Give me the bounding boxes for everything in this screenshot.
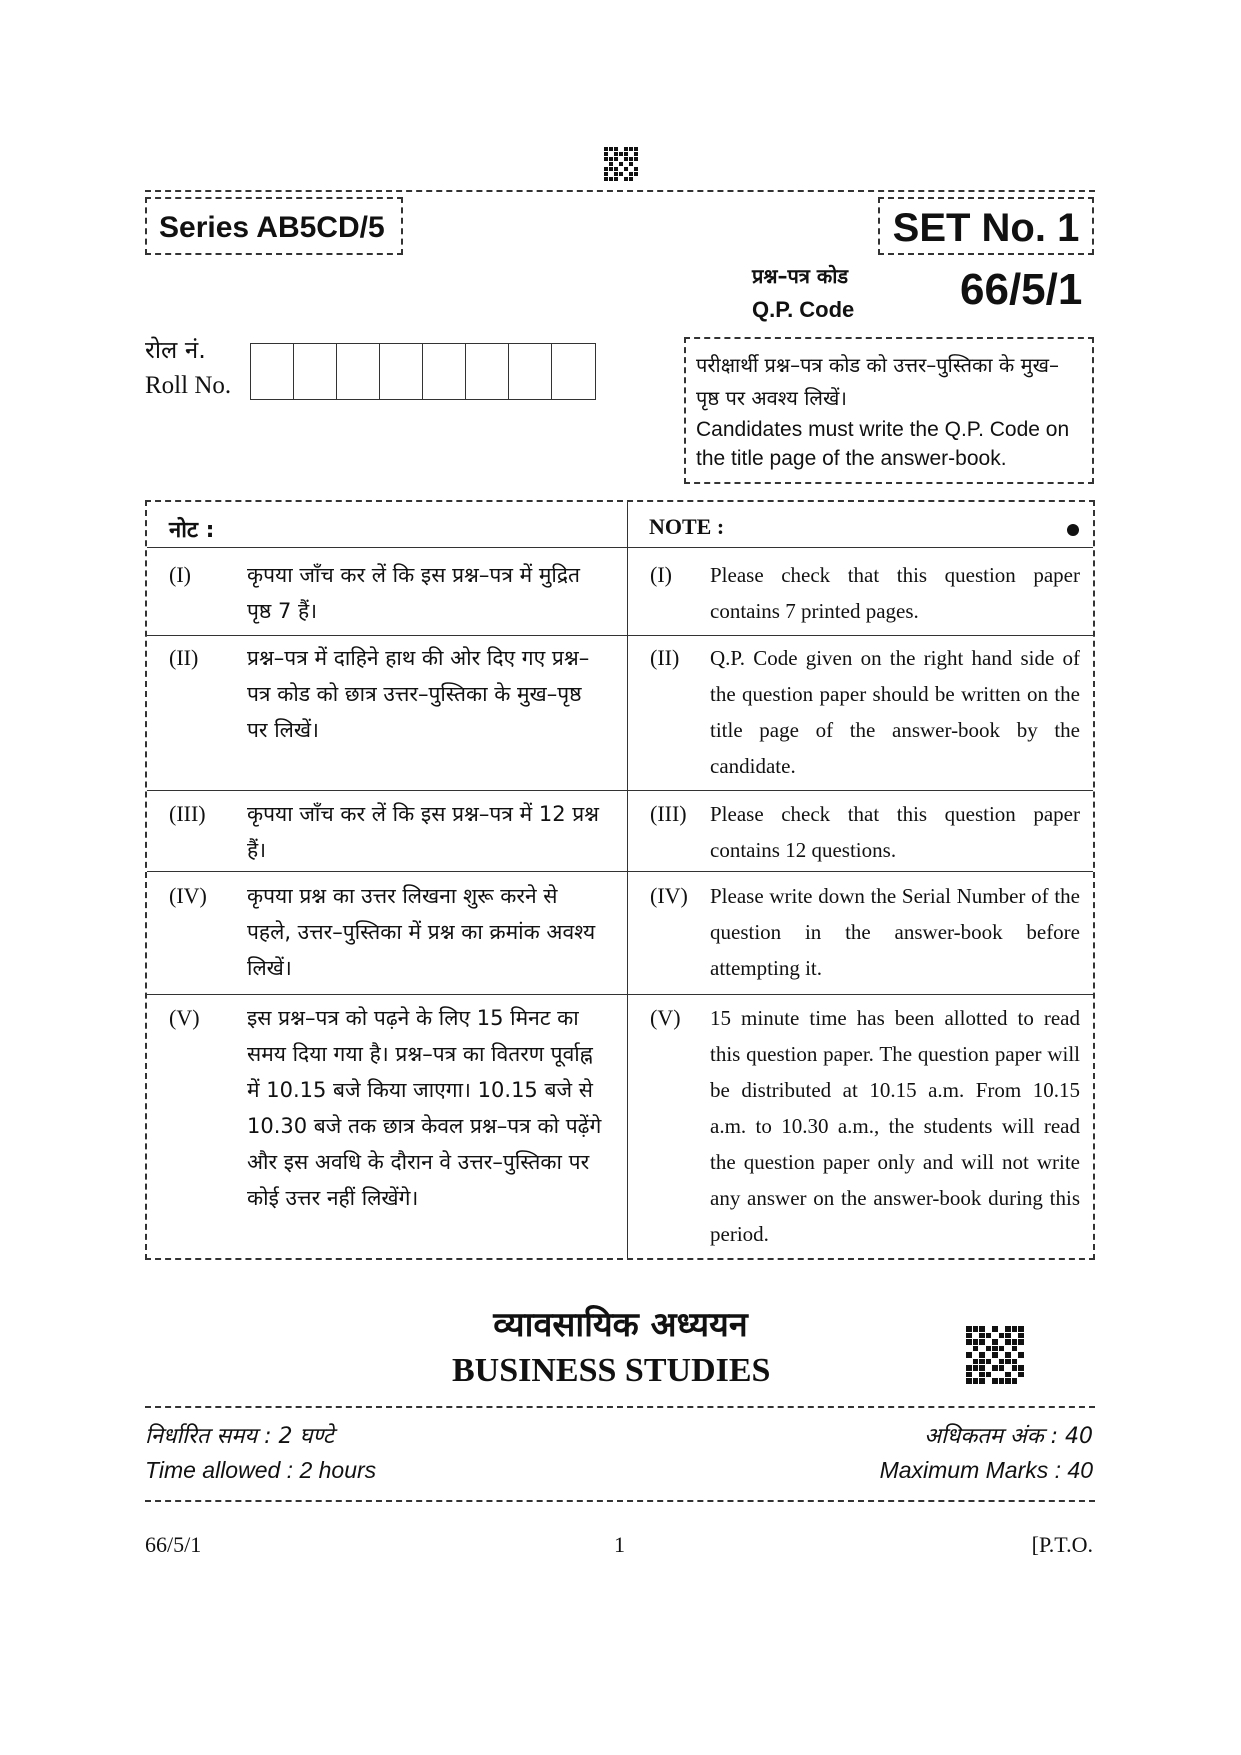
bullet-icon bbox=[1067, 524, 1079, 536]
qr-code-icon bbox=[604, 147, 638, 181]
qr-code-icon bbox=[966, 1326, 1024, 1384]
note-text-hindi: कृपया जाँच कर लें कि इस प्रश्न–पत्र में 12 प्रश्न हैं। bbox=[247, 802, 600, 862]
note-number: (II) bbox=[169, 645, 199, 670]
subject-title: BUSINESS STUDIES bbox=[452, 1352, 771, 1389]
note-text-hindi: इस प्रश्न–पत्र को पढ़ने के लिए 15 मिनट का समय दिया गया है। प्रश्न–पत्र का वितरण पूर्वाह्न में 10.15 बजे किया जाएगा। 10.15 बजे से 10.30 बजे तक छात्र केवल प्रश्न–पत्र को पढ़ेंगे और इस अवधि के दौरान वे उत्तर–पुस्तिका पर कोई उत्तर नहीं लिखेंगे। bbox=[247, 1006, 602, 1210]
footer-code: 66/5/1 bbox=[145, 1532, 202, 1557]
roll-digit-box[interactable] bbox=[337, 344, 380, 399]
note-text: Q.P. Code given on the right hand side of the question paper should be written on the title page of the answer-book by the candidate. bbox=[710, 646, 1080, 778]
note-text: Please check that this question paper contains 12 questions. bbox=[710, 802, 1080, 862]
roll-digit-box[interactable] bbox=[552, 344, 595, 399]
note-text-hindi: कृपया जाँच कर लें कि इस प्रश्न–पत्र में मुद्रित पृष्ठ 7 हैं। bbox=[247, 563, 580, 623]
candidate-note: Candidates must write the Q.P. Code on the title page of the answer-book. bbox=[696, 418, 1070, 470]
note-number: (II) bbox=[650, 645, 680, 670]
row-divider bbox=[147, 994, 1093, 995]
roll-digit-box[interactable] bbox=[380, 344, 423, 399]
time-allowed-hindi: निर्धारित समय : 2 घण्टे bbox=[145, 1424, 334, 1449]
page-number: 1 bbox=[614, 1532, 625, 1557]
roll-number-boxes[interactable] bbox=[250, 343, 596, 400]
series-label: Series AB5CD/5 bbox=[145, 197, 403, 255]
note-text-hindi: प्रश्न–पत्र में दाहिने हाथ की ओर दिए गए प्रश्न–पत्र कोड को छात्र उत्तर–पुस्तिका के मुख–पृष्ठ पर लिखें। bbox=[247, 646, 590, 742]
maximum-marks: Maximum Marks : 40 bbox=[879, 1457, 1093, 1483]
roll-label-hindi: रोल नं. bbox=[145, 336, 206, 364]
column-divider bbox=[627, 502, 628, 1258]
note-number: (I) bbox=[650, 562, 672, 587]
roll-label: Roll No. bbox=[145, 372, 232, 399]
roll-digit-box[interactable] bbox=[509, 344, 552, 399]
note-number: (III) bbox=[650, 801, 687, 826]
note-number: (IV) bbox=[650, 883, 688, 908]
candidate-instruction-box bbox=[684, 337, 1094, 484]
notes-heading: NOTE : bbox=[649, 514, 725, 539]
subject-title-hindi: व्यावसायिक अध्ययन bbox=[493, 1305, 748, 1345]
qp-code-label-hindi: प्रश्न–पत्र कोड bbox=[752, 264, 849, 288]
row-divider bbox=[147, 790, 1093, 791]
qp-code-value: 66/5/1 bbox=[960, 265, 1083, 314]
note-text: Please check that this question paper contains 7 printed pages. bbox=[710, 563, 1080, 623]
note-number: (V) bbox=[169, 1005, 200, 1030]
note-text: Please write down the Serial Number of the question in the answer-book before attempting it. bbox=[710, 884, 1080, 980]
maximum-marks-hindi: अधिकतम अंक : 40 bbox=[924, 1424, 1093, 1449]
notes-heading-hindi: नोट : bbox=[169, 518, 215, 543]
note-number: (I) bbox=[169, 562, 191, 587]
row-divider bbox=[147, 635, 1093, 636]
separator bbox=[145, 1500, 1095, 1502]
roll-digit-box[interactable] bbox=[251, 344, 294, 399]
roll-digit-box[interactable] bbox=[294, 344, 337, 399]
set-number: SET No. 1 bbox=[878, 197, 1094, 255]
note-number: (IV) bbox=[169, 883, 207, 908]
qp-code-label: Q.P. Code bbox=[752, 297, 855, 322]
note-text-hindi: कृपया प्रश्न का उत्तर लिखना शुरू करने से पहले, उत्तर–पुस्तिका में प्रश्न का क्रमांक अवश्य लिखें। bbox=[247, 884, 596, 980]
please-turn-over: [P.T.O. bbox=[1031, 1532, 1093, 1557]
separator bbox=[145, 1406, 1095, 1408]
roll-digit-box[interactable] bbox=[423, 344, 466, 399]
note-number: (V) bbox=[650, 1005, 681, 1030]
roll-digit-box[interactable] bbox=[466, 344, 509, 399]
row-divider bbox=[147, 547, 1093, 548]
top-separator bbox=[145, 190, 1095, 192]
note-text: 15 minute time has been allotted to read this question paper. The question paper will be distributed at 10.15 a.m. From 10.15 a.m. to 10.30 a.m., the students will read the question paper only and will not write any answer on the answer-book during this period. bbox=[710, 1006, 1080, 1246]
row-divider bbox=[147, 871, 1093, 872]
note-number: (III) bbox=[169, 801, 206, 826]
notes-table bbox=[145, 500, 1095, 1260]
time-allowed: Time allowed : 2 hours bbox=[145, 1457, 377, 1483]
candidate-note-hindi: परीक्षार्थी प्रश्न–पत्र कोड को उत्तर–पुस्तिका के मुख–पृष्ठ पर अवश्य लिखें। bbox=[696, 353, 1059, 410]
